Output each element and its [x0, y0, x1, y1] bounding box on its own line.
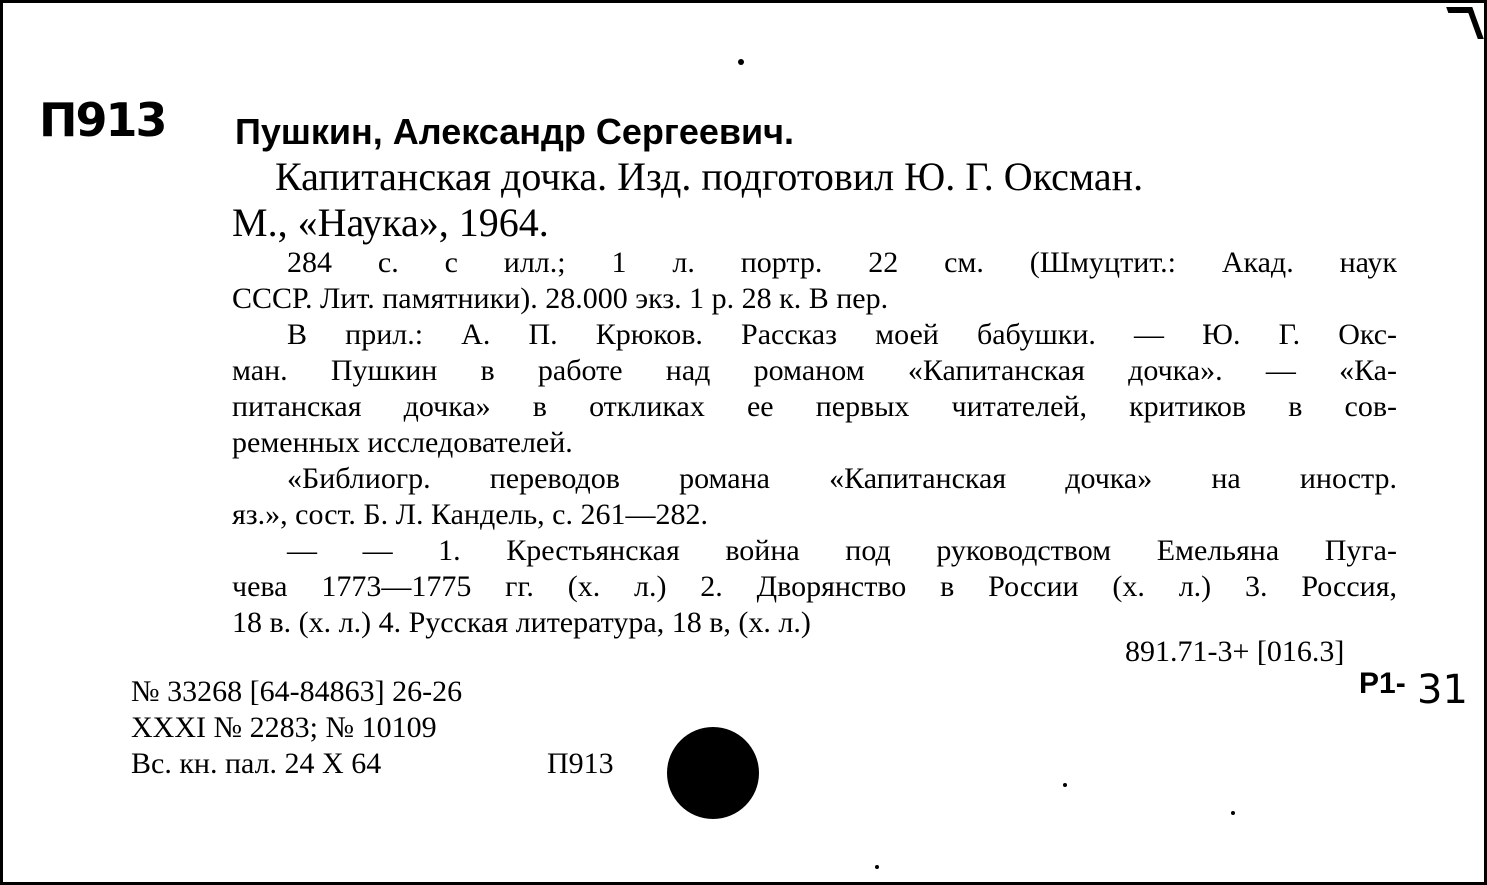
bibliography-line: «Библиогр. переводов романа «Капитанская дочка» на иностр. [287, 462, 1397, 495]
bibliography-note [232, 461, 1397, 533]
author-heading: Пушкин, Александр Сергеевич. [235, 111, 795, 152]
speck [1063, 783, 1067, 787]
bibliography-line: яз.», сост. Б. Л. Кандель, с. 261—282. [232, 498, 708, 531]
appendix-note [232, 317, 1397, 461]
appendix-line: ман. Пушкин в работе над романом «Капитанская дочка». — «Ка- [232, 354, 1397, 387]
classification-code: 891.71-3+ [016.3] [1125, 635, 1345, 668]
speck [875, 865, 879, 869]
desc-line: СССР. Лит. памятники). 28.000 экз. 1 р. 28 к. В пер. [232, 282, 889, 315]
handwritten-call-number: П913 [39, 93, 166, 147]
subject-line: 18 в. (х. л.) 4. Русская литература, 18 в, (х. л.) [232, 606, 811, 639]
registration-line: XXXI № 2283; № 10109 [131, 711, 437, 744]
desc-line: 284 с. с илл.; 1 л. портр. 22 см. (Шмуцтит.: Акад. наук [287, 246, 1397, 279]
shelf-code: Р1- [1359, 667, 1406, 700]
title-line-2: М., «Наука», 1964. [232, 200, 549, 245]
subject-line: чева 1773—1775 гг. (х. л.) 2. Дворянство в России (х. л.) 3. Россия, [232, 570, 1397, 603]
registration-line: № 33268 [64-84863] 26-26 [131, 675, 463, 708]
subject-line: — — 1. Крестьянская война под руководством Емельяна Пуга- [287, 534, 1397, 567]
speck [1231, 811, 1235, 815]
registration-line: Вс. кн. пал. 24 X 64 [131, 747, 382, 780]
appendix-line: ременных исследователей. [232, 426, 573, 459]
corner-mark [1446, 7, 1484, 39]
title-line-1: Капитанская дочка. Изд. подготовил Ю. Г. Оксман. [275, 154, 1144, 199]
speck [738, 59, 744, 65]
shelf-code-handwritten: 31 [1417, 667, 1468, 713]
subject-headings [232, 533, 1397, 641]
appendix-line: питанская дочка» в откликах ее первых читателей, критиков в сов- [232, 390, 1397, 423]
appendix-line: В прил.: А. П. Крюков. Рассказ моей бабушки. — Ю. Г. Окс- [287, 318, 1397, 351]
registration-code: П913 [547, 747, 614, 780]
physical-description [232, 245, 1397, 317]
punch-hole [667, 727, 759, 819]
